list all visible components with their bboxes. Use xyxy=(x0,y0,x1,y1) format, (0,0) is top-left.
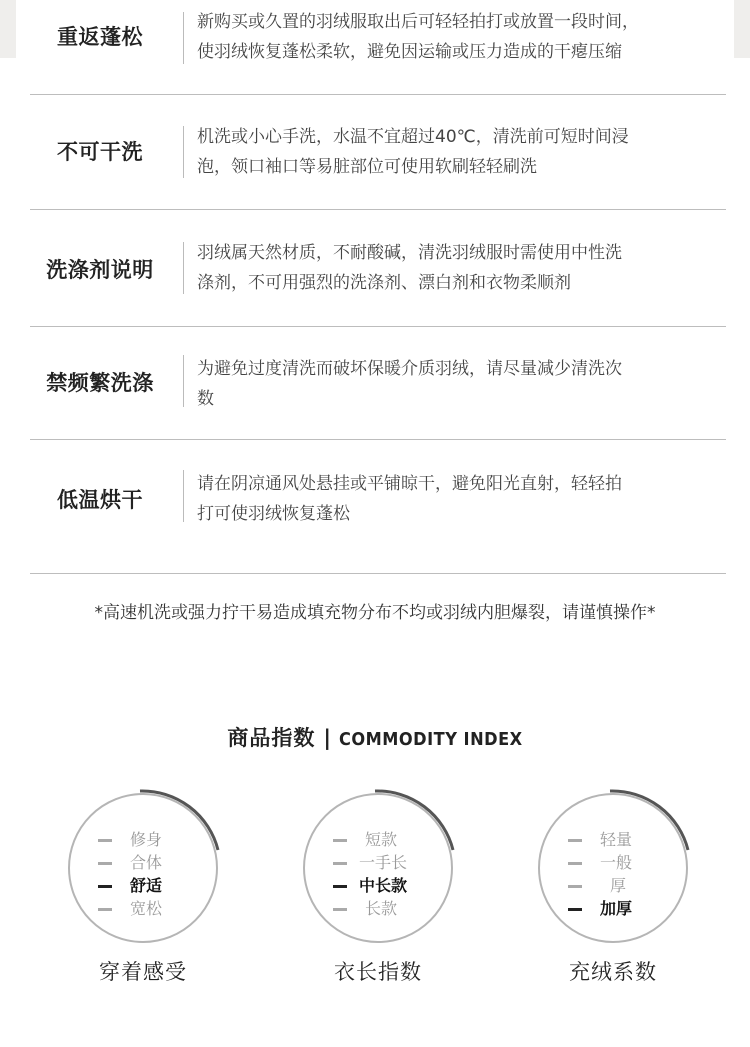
gauge-options xyxy=(566,828,676,920)
desc-line: 机洗或小心手洗，水温不宜超过40℃，清洗前可短时间浸 xyxy=(197,127,629,147)
option-label: 宽松 xyxy=(130,899,163,918)
row-divider xyxy=(183,470,184,522)
care-desc xyxy=(197,238,722,298)
gauge-name: 衣长指数 xyxy=(334,960,422,984)
desc-line: 涤剂，不可用强烈的洗涤剂、漂白剂和衣物柔顺剂 xyxy=(197,273,571,293)
right-edge-strip xyxy=(734,0,750,58)
care-row-detergent xyxy=(30,210,726,327)
warning-text: *高速机洗或强力拧干易造成填充物分布不均或羽绒内胆爆裂，请谨慎操作* xyxy=(94,603,656,623)
care-instructions xyxy=(30,0,726,574)
option-label: 一般 xyxy=(600,853,633,872)
option-label: 加厚 xyxy=(600,899,633,918)
dash-marker xyxy=(568,885,582,888)
gauge-option xyxy=(331,897,441,920)
row-divider xyxy=(183,126,184,178)
desc-line: 为避免过度清洗而破坏保暖介质羽绒，请尽量减少清洗次 xyxy=(197,359,622,379)
dash-marker xyxy=(568,862,582,865)
dash-marker xyxy=(568,908,582,911)
index-heading xyxy=(0,722,750,752)
care-row-drying xyxy=(30,440,726,574)
option-label: 短款 xyxy=(365,830,398,849)
desc-line: 使羽绒恢复蓬松柔软，避免因运输或压力造成的干瘪压缩 xyxy=(197,42,622,62)
desc-line: 打可使羽绒恢复蓬松 xyxy=(197,504,350,524)
option-label: 长款 xyxy=(365,899,398,918)
gauge-options xyxy=(331,828,441,920)
dash-marker xyxy=(568,839,582,842)
dash-marker xyxy=(333,862,347,865)
option-label: 轻量 xyxy=(600,830,633,849)
care-title: 重返蓬松 xyxy=(57,25,143,49)
gauge-options xyxy=(96,828,206,920)
index-title-cn: 商品指数 xyxy=(227,726,316,750)
gauge-option xyxy=(566,851,676,874)
gauge-option xyxy=(96,897,206,920)
care-title: 禁频繁洗涤 xyxy=(46,371,154,395)
dash-marker xyxy=(333,885,347,888)
care-desc xyxy=(197,122,722,182)
care-row-no-dryclean xyxy=(30,95,726,210)
care-desc xyxy=(197,469,722,529)
care-desc xyxy=(197,7,722,67)
option-label: 合体 xyxy=(130,853,163,872)
desc-line: 数 xyxy=(197,389,214,409)
gauge-option-selected xyxy=(566,897,676,920)
option-label: 一手长 xyxy=(359,853,408,872)
left-edge-strip xyxy=(0,0,16,58)
gauge-option xyxy=(566,828,676,851)
gauge-option-selected xyxy=(331,874,441,897)
dash-marker xyxy=(98,862,112,865)
gauge-name: 穿着感受 xyxy=(99,960,187,984)
dash-marker xyxy=(98,839,112,842)
care-title: 洗涤剂说明 xyxy=(46,258,154,282)
care-title: 不可干洗 xyxy=(57,140,143,164)
care-row-fluff xyxy=(30,0,726,95)
option-label: 中长款 xyxy=(359,876,408,895)
row-divider xyxy=(183,355,184,407)
option-label: 舒适 xyxy=(130,876,163,895)
desc-line: 请在阴凉通风处悬挂或平铺晾干，避免阳光直射，轻轻拍 xyxy=(197,474,622,494)
dash-marker xyxy=(98,908,112,911)
desc-line: 羽绒属天然材质，不耐酸碱，清洗羽绒服时需使用中性洗 xyxy=(197,243,622,263)
care-title: 低温烘干 xyxy=(57,488,143,512)
row-divider xyxy=(183,242,184,294)
gauge-option xyxy=(96,851,206,874)
option-label: 厚 xyxy=(610,876,627,895)
gauge-option xyxy=(96,828,206,851)
option-label: 修身 xyxy=(130,830,163,849)
desc-line: 泡，领口袖口等易脏部位可使用软刷轻轻刷洗 xyxy=(197,157,537,177)
dash-marker xyxy=(98,885,112,888)
gauge-name: 充绒系数 xyxy=(569,960,657,984)
row-divider xyxy=(183,12,184,64)
desc-line: 新购买或久置的羽绒服取出后可轻轻拍打或放置一段时间， xyxy=(197,12,639,32)
index-title-separator: | xyxy=(323,726,332,750)
care-row-frequency xyxy=(30,327,726,440)
care-desc xyxy=(197,354,722,414)
gauge-option xyxy=(566,874,676,897)
gauge-option xyxy=(331,851,441,874)
dash-marker xyxy=(333,839,347,842)
index-title-en: COMMODITY INDEX xyxy=(339,729,523,750)
dash-marker xyxy=(333,908,347,911)
gauge-option xyxy=(331,828,441,851)
gauge-option-selected xyxy=(96,874,206,897)
